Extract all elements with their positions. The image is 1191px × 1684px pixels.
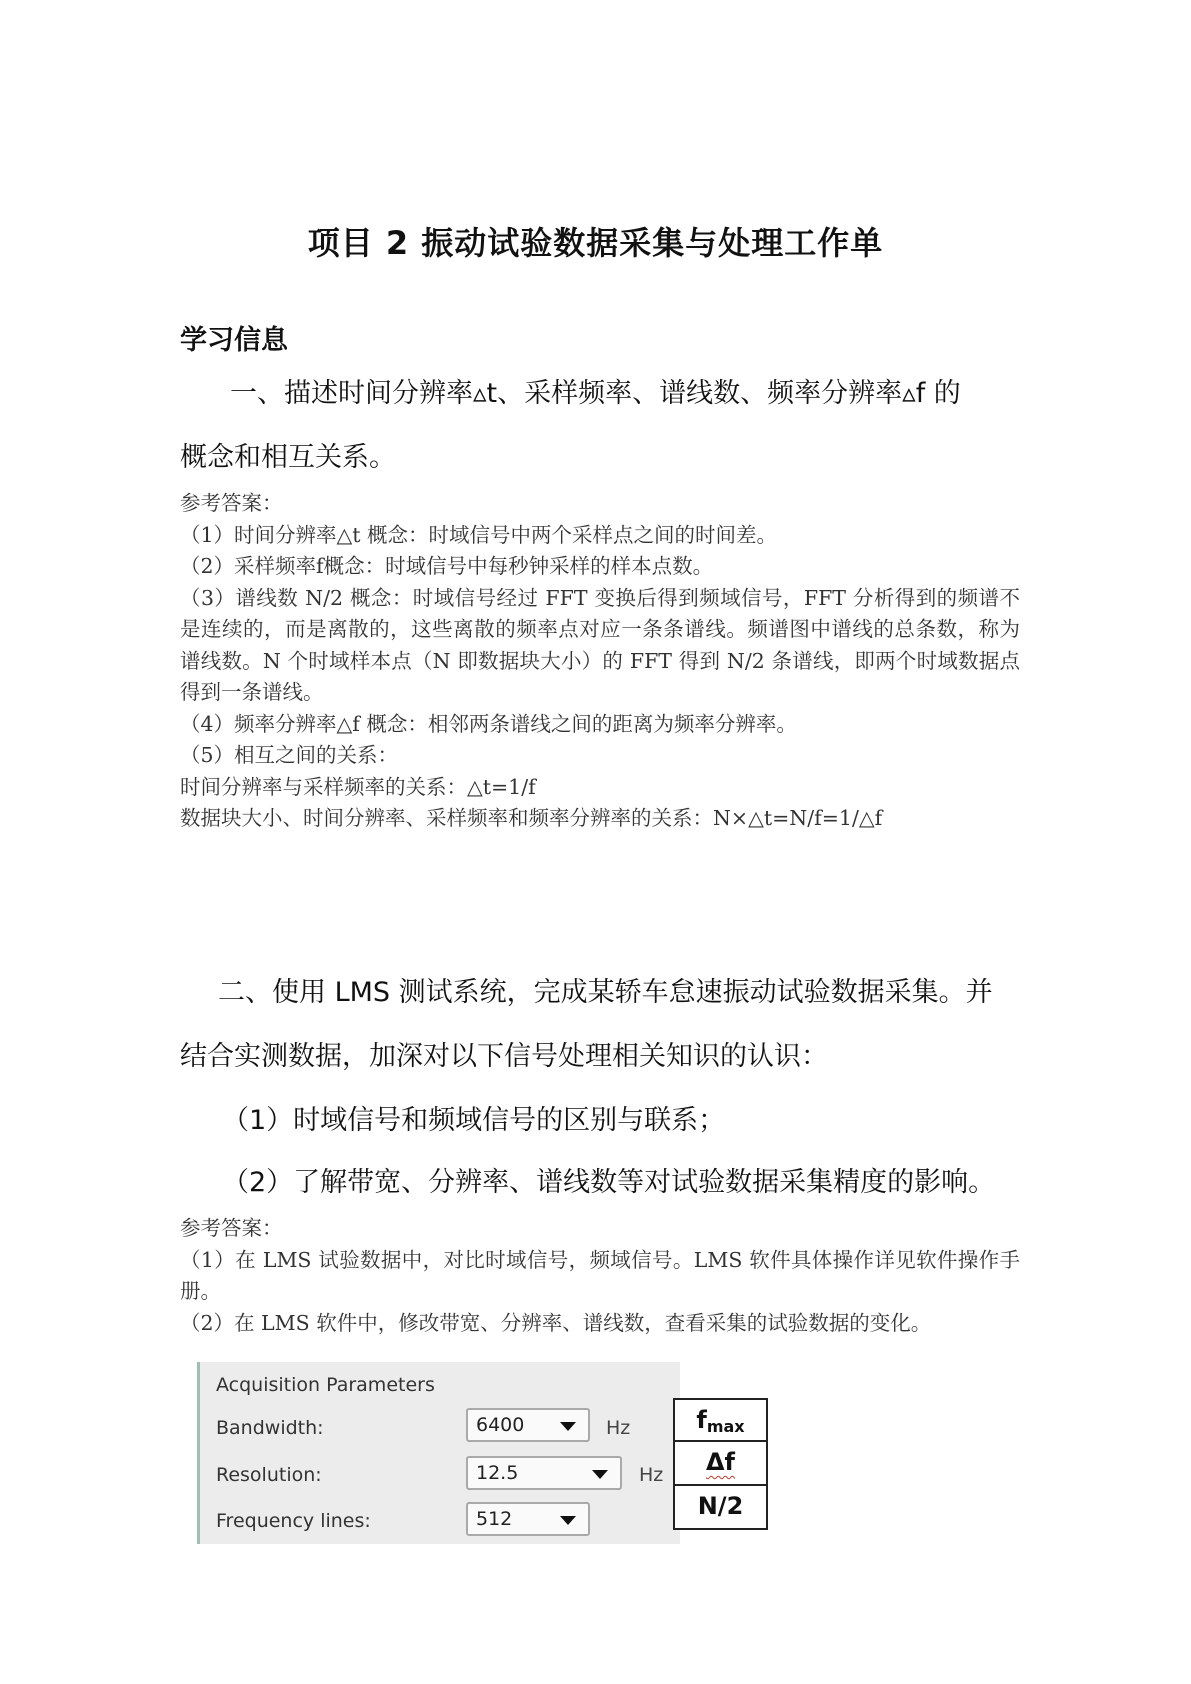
- answer-item: （4）频率分辨率△f 概念：相邻两条谱线之间的距离为频率分辨率。: [180, 711, 797, 736]
- section-heading: 学习信息: [180, 325, 288, 356]
- question-1-line-1: 一、描述时间分辨率▵t、采样频率、谱线数、频率分辨率▵f 的: [230, 378, 961, 409]
- panel-title: Acquisition Parameters: [216, 1374, 435, 1396]
- chevron-down-icon: [592, 1470, 608, 1479]
- fmax-box: $f_{max}$: [673, 1398, 768, 1442]
- bandwidth-value: 6400: [476, 1414, 525, 1436]
- frequency-lines-value: 512: [476, 1508, 513, 1530]
- question-2-sub-1: （1）时域信号和频域信号的区别与联系；: [222, 1105, 726, 1136]
- resolution-label: Resolution:: [216, 1464, 322, 1486]
- answer-2: [180, 1213, 1020, 1339]
- bandwidth-label: Bandwidth:: [216, 1417, 324, 1439]
- answer-label: 参考答案：: [180, 491, 283, 515]
- bandwidth-select[interactable]: [466, 1408, 590, 1442]
- question-1-line-2: 概念和相互关系。: [180, 442, 396, 473]
- acquisition-parameters-screenshot: [197, 1362, 680, 1544]
- frequency-lines-select[interactable]: [466, 1502, 590, 1536]
- answer-item: （2）采样频率f概念：时域信号中每秒钟采样的样本点数。: [180, 554, 714, 578]
- question-2-sub-2: （2）了解带宽、分辨率、谱线数等对试验数据采集精度的影响。: [222, 1167, 996, 1198]
- resolution-select[interactable]: [466, 1456, 622, 1490]
- delta-f-box: Δf: [673, 1442, 768, 1486]
- page-title: 项目 2 振动试验数据采集与处理工作单: [307, 224, 884, 262]
- answer-item: （1）在 LMS 试验数据中，对比时域信号，频域信号。LMS 软件具体操作详见软件操作手册。: [180, 1247, 1020, 1303]
- question-2-line-2: 结合实测数据，加深对以下信号处理相关知识的认识：: [180, 1041, 828, 1072]
- resolution-value: 12.5: [476, 1462, 519, 1484]
- answer-label: 参考答案：: [180, 1216, 283, 1240]
- answer-item: （2）在 LMS 软件中，修改带宽、分辨率、谱线数，查看采集的试验数据的变化。: [180, 1310, 932, 1335]
- answer-relation: 时间分辨率与采样频率的关系：△t=1/f: [180, 774, 536, 799]
- answer-item: （5）相互之间的关系：: [180, 743, 399, 767]
- question-2-line-1: 二、使用 LMS 测试系统，完成某轿车怠速振动试验数据采集。并: [218, 977, 993, 1008]
- n-over-2-box: N/2: [673, 1486, 768, 1530]
- frequency-lines-label: Frequency lines:: [216, 1510, 371, 1532]
- answer-relation: 数据块大小、时间分辨率、采样频率和频率分辨率的关系：N×△t=N/f=1/△f: [180, 806, 883, 830]
- chevron-down-icon: [560, 1422, 576, 1431]
- chevron-down-icon: [560, 1516, 576, 1525]
- bandwidth-unit: Hz: [606, 1417, 631, 1439]
- resolution-unit: Hz: [639, 1464, 664, 1486]
- answer-item: （3）谱线数 N/2 概念：时域信号经过 FFT 变换后得到频域信号，FFT 分析得到的频谱不是连续的，而是离散的，这些离散的频率点对应一条条谱线。频谱图中谱线的总条数，称为谱线数。N 个时域样本点（N 即数据块大小）的 FFT 得到 N/2 条谱线，即两个时域数据点得到一条谱线。: [180, 585, 1020, 704]
- answer-item: （1）时间分辨率△t 概念：时域信号中两个采样点之间的时间差。: [180, 522, 778, 547]
- answer-1: [180, 488, 1020, 835]
